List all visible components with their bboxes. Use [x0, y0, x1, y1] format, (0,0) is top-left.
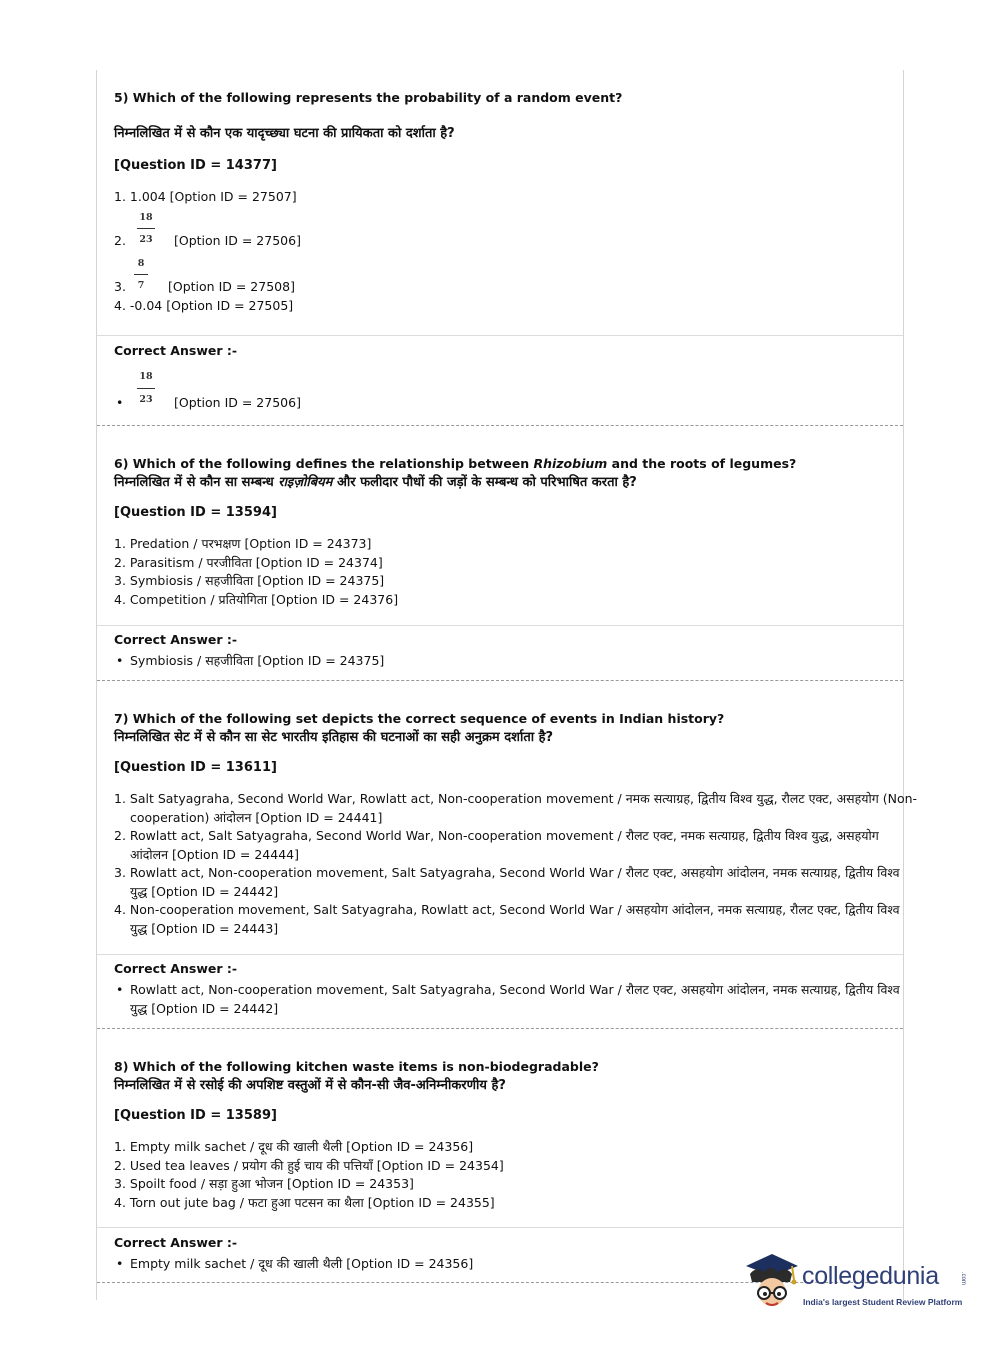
- option-3: [114, 253, 920, 297]
- question-separator: [97, 425, 903, 426]
- question-7-title: 7) Which of the following set depicts the correct sequence of events in Indian history?: [114, 711, 725, 726]
- option-4: 4. -0.04 [Option ID = 27505]: [114, 297, 294, 313]
- logo-tagline: India's largest Student Review Platform: [803, 1297, 963, 1307]
- correct-answer: • Symbiosis / सहजीविता [Option ID = 24375]: [114, 652, 920, 671]
- question-7-id: [Question ID = 13611]: [114, 760, 277, 775]
- question-8-id: [Question ID = 13589]: [114, 1108, 277, 1123]
- option-3: 3. Spoilt food / सड़ा हुआ भोजन [Option ID = 24353]: [114, 1176, 414, 1191]
- question-5: [97, 89, 940, 315]
- rhizobium-italic: Rhizobium: [533, 456, 608, 471]
- correct-answer-label: Correct Answer :-: [114, 632, 238, 647]
- fraction-denominator: 7: [137, 280, 145, 291]
- question-separator: [97, 1028, 903, 1029]
- fraction-18-23: [137, 368, 155, 409]
- option-1: 1. Salt Satyagraha, Second World War, Rowlatt act, Non-cooperation movement / नमक सत्याग्रह, द्वितीय विश्व युद्ध, रौलट एक्ट, असहयोग (Non-cooperation) आंदोलन [Option ID = 24441]: [114, 791, 918, 825]
- question-separator: [97, 680, 903, 681]
- option-2-number: 2.: [114, 232, 126, 248]
- collegedunia-logo: [742, 1248, 972, 1310]
- option-4: 4. Torn out jute bag / फटा हुआ पटसन का थैला [Option ID = 24355]: [114, 1194, 495, 1210]
- option-2: 2. Parasitism / परजीविता [Option ID = 24374]: [114, 554, 383, 570]
- option-3: 3. Symbiosis / सहजीविता [Option ID = 24375]: [114, 573, 385, 588]
- correct-answer-label: Correct Answer :-: [114, 961, 238, 976]
- divider: [97, 1227, 903, 1228]
- correct-answer: [114, 364, 920, 416]
- option-2: 2. Rowlatt act, Salt Satyagraha, Second World War, Non-cooperation movement / रौलट एक्ट, नमक सत्याग्रह, द्वितीय विश्व युद्ध, असहयोग आंदोलन [Option ID = 24444]: [114, 828, 879, 862]
- mascot-icon: [742, 1248, 802, 1310]
- divider: [97, 625, 903, 626]
- divider: [97, 335, 903, 336]
- question-paper-sheet: [96, 70, 918, 1300]
- option-3-id: [Option ID = 27508]: [168, 278, 295, 294]
- question-7-answer: [97, 960, 940, 1018]
- fraction-denominator: 23: [139, 234, 153, 245]
- question-8: [97, 1058, 940, 1212]
- logo-wordmark: collegedunia: [802, 1262, 939, 1290]
- question-6-title: 6) Which of the following defines the relationship between Rhizobium and the roots of legumes?: [114, 456, 797, 471]
- divider: [97, 954, 903, 955]
- option-3: 3. Rowlatt act, Non-cooperation movement, Salt Satyagraha, Second World War / रौलट एक्ट, असहयोग आंदोलन, नमक सत्याग्रह, द्वितीय विश्व युद्ध [Option ID = 24442]: [114, 865, 900, 899]
- option-1: 1. 1.004 [Option ID = 27507]: [114, 189, 297, 204]
- question-6: [97, 455, 940, 609]
- correct-answer-label: Correct Answer :-: [114, 343, 238, 358]
- correct-answer: • Rowlatt act, Non-cooperation movement, Salt Satyagraha, Second World War / रौलट एक्ट, असहयोग आंदोलन, नमक सत्याग्रह, द्वितीय विश्व युद्ध [Option ID = 24442]: [114, 981, 920, 1018]
- bullet: •: [116, 395, 124, 410]
- question-5-hindi: निम्नलिखित में से कौन एक यादृच्छ्या घटना की प्रायिकता को दर्शाता है?: [114, 126, 455, 141]
- option-2-id: [Option ID = 27506]: [174, 232, 301, 248]
- question-6-answer: [97, 631, 940, 671]
- fraction-numerator: 18: [139, 371, 153, 382]
- question-5-answer: [97, 342, 940, 416]
- question-8-options: [114, 1138, 920, 1212]
- fraction-denominator: 23: [139, 393, 153, 405]
- question-7-hindi: निम्नलिखित सेट में से कौन सा सेट भारतीय इतिहास की घटनाओं का सही अनुक्रम दर्शाता है?: [114, 730, 554, 745]
- question-8-hindi: निम्नलिखित में से रसोई की अपशिष्ट वस्तुओं में से कौन-सी जैव-अनिम्नीकरणीय है?: [114, 1078, 506, 1093]
- option-2: 2. Used tea leaves / प्रयोग की हुई चाय की पत्तियाँ [Option ID = 24354]: [114, 1157, 504, 1173]
- question-7-options: [114, 790, 920, 938]
- fraction-numerator: 8: [137, 257, 145, 269]
- question-8-title: 8) Which of the following kitchen waste items is non-biodegradable?: [114, 1059, 599, 1074]
- correct-answer-label: Correct Answer :-: [114, 1235, 238, 1250]
- fraction-numerator: 18: [139, 211, 153, 223]
- option-3-number: 3.: [114, 278, 126, 294]
- question-5-title: 5) Which of the following represents the probability of a random event?: [114, 90, 623, 105]
- question-5-id: [Question ID = 14377]: [114, 158, 277, 173]
- fraction-18-23: [137, 209, 155, 250]
- question-6-options: [114, 535, 920, 609]
- fraction-8-7: [134, 255, 148, 296]
- question-6-hindi: निम्नलिखित में से कौन सा सम्बन्ध राइज़ोबियम और फलीदार पौधों की जड़ों के सम्बन्ध को परिभाषित करता है?: [114, 475, 637, 490]
- correct-answer-id: [Option ID = 27506]: [174, 395, 301, 410]
- option-2: [114, 207, 920, 253]
- option-4: 4. Non-cooperation movement, Salt Satyagraha, Rowlatt act, Second World War / असहयोग आंदोलन, नमक सत्याग्रह, रौलट एक्ट, द्वितीय विश्व युद्ध [Option ID = 24443]: [114, 902, 900, 936]
- question-6-id: [Question ID = 13594]: [114, 505, 277, 520]
- option-1: 1. Predation / परभक्षण [Option ID = 24373]: [114, 536, 372, 551]
- logo-dotcom: .com: [960, 1272, 966, 1286]
- question-7: [97, 710, 940, 938]
- option-1: 1. Empty milk sachet / दूध की खाली थैली [Option ID = 24356]: [114, 1139, 474, 1154]
- correct-answer: • Empty milk sachet / दूध की खाली थैली [Option ID = 24356]: [114, 1255, 920, 1274]
- option-4: 4. Competition / प्रतियोगिता [Option ID = 24376]: [114, 591, 399, 607]
